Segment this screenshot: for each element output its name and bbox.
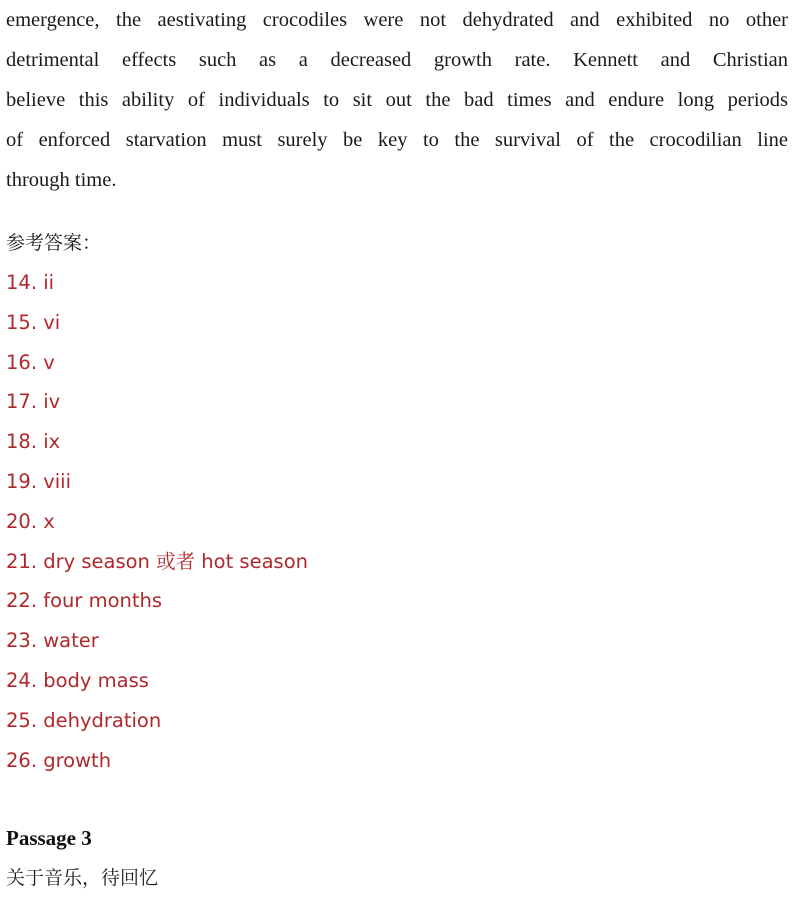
paragraph-line: detrimental effects such as a decreased growth rate. Kennett and Christian — [6, 49, 788, 71]
answer-item: 20. x — [6, 509, 55, 533]
answer-item: 14. ii — [6, 271, 55, 294]
answer-item: 15. vi — [6, 310, 61, 334]
answer-item: 25. dehydration — [6, 708, 162, 732]
answer-item: 22. four months — [6, 589, 163, 613]
answer-item: 18. ix — [6, 430, 61, 454]
answer-item: 16. v — [6, 350, 55, 374]
passage-title: Passage 3 — [6, 826, 92, 850]
answer-item: 24. body mass — [6, 668, 149, 692]
answers-heading: 参考答案： — [6, 232, 102, 254]
paragraph-line: of enforced starvation must surely be key to the survival of the crocodilian line — [6, 129, 788, 151]
answer-item: 19. viii — [6, 469, 72, 493]
paragraph-line: emergence, the aestivating crocodiles were not dehydrated and exhibited no other — [6, 9, 788, 31]
paragraph-line: through time. — [6, 169, 117, 191]
paragraph-line: believe this ability of individuals to sit out the bad times and endure long periods — [6, 89, 788, 111]
answer-item: 26. growth — [6, 748, 112, 772]
passage-subtitle: 关于音乐，待回忆 — [6, 867, 159, 889]
answer-item: 17. iv — [6, 390, 61, 414]
answer-item: 23. water — [6, 629, 99, 653]
passage-paragraph — [6, 0, 788, 200]
answer-list — [6, 263, 308, 780]
answer-item: 21. dry season 或者 hot season — [6, 549, 308, 573]
